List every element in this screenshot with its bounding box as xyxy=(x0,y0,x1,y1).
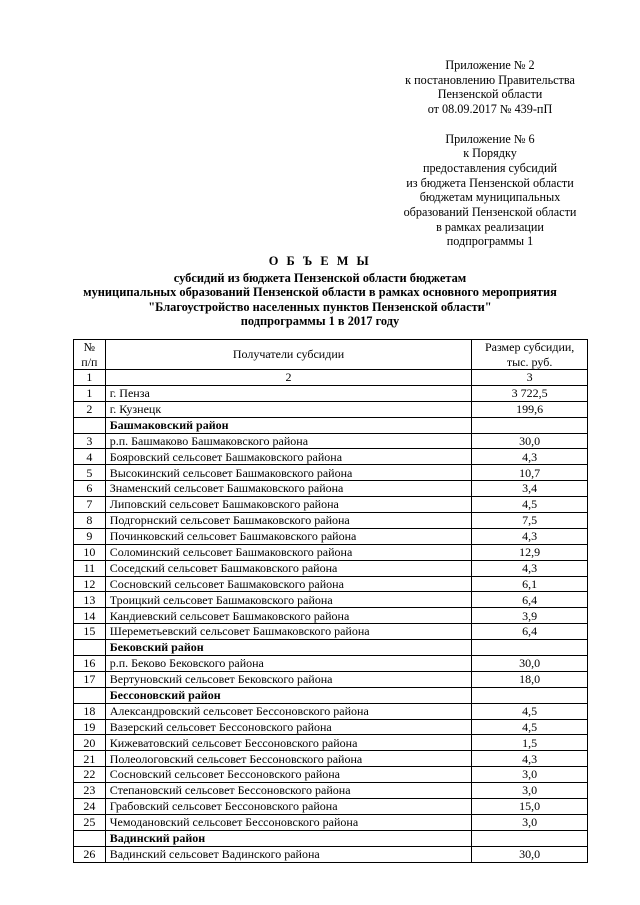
subsidy-value: 3 722,5 xyxy=(472,385,588,401)
subsidy-value: 4,5 xyxy=(472,719,588,735)
recipient-name: Вазерский сельсовет Бессоновского района xyxy=(105,719,472,735)
subsidy-value: 18,0 xyxy=(472,671,588,687)
subsidy-value: 3,0 xyxy=(472,814,588,830)
row-number: 7 xyxy=(74,497,106,513)
row-number: 25 xyxy=(74,814,106,830)
row-value xyxy=(472,687,588,703)
district-name: Башмаковский район xyxy=(105,417,472,433)
subsidy-value: 30,0 xyxy=(472,846,588,862)
table-row xyxy=(74,481,588,497)
appendix-line: образований Пензенской области xyxy=(403,205,577,220)
recipient-name: г. Кузнецк xyxy=(105,401,472,417)
appendix-resolution xyxy=(370,58,610,117)
table-row xyxy=(74,814,588,830)
district-row xyxy=(74,687,588,703)
subsidy-value: 6,4 xyxy=(472,624,588,640)
recipient-name: Липовский сельсовет Башмаковского района xyxy=(105,497,472,513)
table-body xyxy=(74,385,588,862)
subsidy-value: 6,4 xyxy=(472,592,588,608)
row-number: 6 xyxy=(74,481,106,497)
recipient-name: г. Пенза xyxy=(105,385,472,401)
row-number: 3 xyxy=(74,433,106,449)
subsidy-value: 4,5 xyxy=(472,703,588,719)
recipient-name: Вертуновский сельсовет Бековского района xyxy=(105,671,472,687)
recipient-name: Степановский сельсовет Бессоновского района xyxy=(105,783,472,799)
recipient-name: Бояровский сельсовет Башмаковского района xyxy=(105,449,472,465)
recipient-name: Соломинский сельсовет Башмаковского района xyxy=(105,544,472,560)
row-number xyxy=(74,830,106,846)
recipient-name: Подгорнский сельсовет Башмаковского района xyxy=(105,513,472,529)
table-row xyxy=(74,560,588,576)
table-row xyxy=(74,735,588,751)
district-name: Вадинский район xyxy=(105,830,472,846)
table-row xyxy=(74,608,588,624)
row-number xyxy=(74,417,106,433)
row-value xyxy=(472,640,588,656)
subsidy-value: 6,1 xyxy=(472,576,588,592)
row-number: 11 xyxy=(74,560,106,576)
row-number: 24 xyxy=(74,799,106,815)
table-row xyxy=(74,799,588,815)
subsidy-value: 15,0 xyxy=(472,799,588,815)
appendix-gap xyxy=(370,117,610,132)
heading-line: муниципальных образований Пензенской области в рамках основного мероприятия xyxy=(83,285,557,300)
row-number: 26 xyxy=(74,846,106,862)
recipient-name: Шереметьевский сельсовет Башмаковского района xyxy=(105,624,472,640)
table-row xyxy=(74,703,588,719)
recipient-name: Сосновский сельсовет Бессоновского района xyxy=(105,767,472,783)
table-row xyxy=(74,671,588,687)
row-number: 21 xyxy=(74,751,106,767)
table-row xyxy=(74,592,588,608)
appendix-line: к Порядку xyxy=(463,146,517,161)
row-number: 23 xyxy=(74,783,106,799)
row-number: 2 xyxy=(74,401,106,417)
appendix-procedure xyxy=(370,132,610,250)
row-number: 1 xyxy=(74,385,106,401)
row-number: 22 xyxy=(74,767,106,783)
recipient-name: Грабовский сельсовет Бессоновского района xyxy=(105,799,472,815)
table-row xyxy=(74,465,588,481)
subsidy-value: 3,4 xyxy=(472,481,588,497)
appendix-line: подпрограммы 1 xyxy=(446,234,534,249)
table-row xyxy=(74,751,588,767)
table-row xyxy=(74,513,588,529)
district-row xyxy=(74,830,588,846)
recipient-name: Полеологовский сельсовет Бессоновского района xyxy=(105,751,472,767)
appendix-line: Приложение № 2 xyxy=(445,58,535,72)
subsidy-value: 199,6 xyxy=(472,401,588,417)
row-number: 17 xyxy=(74,671,106,687)
heading-line: подпрограммы 1 в 2017 году xyxy=(240,314,400,329)
table-row xyxy=(74,449,588,465)
district-name: Бековский район xyxy=(105,640,472,656)
subsidy-value: 30,0 xyxy=(472,656,588,672)
appendix-line: предоставления субсидий xyxy=(422,160,558,175)
recipient-name: Высокинский сельсовет Башмаковского района xyxy=(105,465,472,481)
appendix-line: в рамках реализации xyxy=(436,219,544,234)
heading-title: О Б Ъ Е М Ы xyxy=(268,254,372,268)
subsidy-value: 3,9 xyxy=(472,608,588,624)
row-value xyxy=(472,830,588,846)
appendix-line: от 08.09.2017 № 439-пП xyxy=(427,102,553,117)
heading-line: субсидий из бюджета Пензенской области бюджетам xyxy=(173,270,467,285)
table-row xyxy=(74,767,588,783)
table-row xyxy=(74,497,588,513)
table-header-row xyxy=(74,340,588,370)
heading-line: "Благоустройство населенных пунктов Пензенской области" xyxy=(148,299,492,314)
column-number: 3 xyxy=(472,370,588,386)
subsidy-value: 3,0 xyxy=(472,767,588,783)
district-row xyxy=(74,417,588,433)
recipient-name: Александровский сельсовет Бессоновского района xyxy=(105,703,472,719)
row-number xyxy=(74,640,106,656)
recipient-name: Чемодановский сельсовет Бессоновского района xyxy=(105,814,472,830)
row-number: 19 xyxy=(74,719,106,735)
row-number: 12 xyxy=(74,576,106,592)
subsidy-value: 4,5 xyxy=(472,497,588,513)
appendix-block xyxy=(370,58,610,249)
row-number: 18 xyxy=(74,703,106,719)
subsidy-value: 12,9 xyxy=(472,544,588,560)
appendix-line: из бюджета Пензенской области xyxy=(406,175,574,190)
document-heading xyxy=(60,254,580,329)
recipient-name: Знаменский сельсовет Башмаковского района xyxy=(105,481,472,497)
appendix-line: Приложение № 6 xyxy=(445,131,535,146)
table-row xyxy=(74,656,588,672)
row-number: 20 xyxy=(74,735,106,751)
recipient-name: Кандиевский сельсовет Башмаковского района xyxy=(105,608,472,624)
subsidy-value: 4,3 xyxy=(472,528,588,544)
district-row xyxy=(74,640,588,656)
recipient-name: Вадинский сельсовет Вадинского района xyxy=(105,846,472,862)
recipient-name: р.п. Беково Бековского района xyxy=(105,656,472,672)
table-row xyxy=(74,719,588,735)
subsidy-value: 30,0 xyxy=(472,433,588,449)
column-number: 1 xyxy=(74,370,106,386)
subsidy-value: 4,3 xyxy=(472,751,588,767)
row-number: 16 xyxy=(74,656,106,672)
row-number: 8 xyxy=(74,513,106,529)
table-row xyxy=(74,544,588,560)
table-row xyxy=(74,528,588,544)
heading-subtitle xyxy=(60,271,580,329)
subsidy-value: 4,3 xyxy=(472,449,588,465)
header-recipients: Получатели субсидии xyxy=(105,340,472,370)
recipient-name: р.п. Башмаково Башмаковского района xyxy=(105,433,472,449)
table-row xyxy=(74,433,588,449)
subsidy-value: 7,5 xyxy=(472,513,588,529)
subsidy-value: 3,0 xyxy=(472,783,588,799)
row-number: 5 xyxy=(74,465,106,481)
subsidy-value: 4,3 xyxy=(472,560,588,576)
row-number: 4 xyxy=(74,449,106,465)
column-number-row xyxy=(74,370,588,386)
row-number: 15 xyxy=(74,624,106,640)
recipient-name: Починковский сельсовет Башмаковского района xyxy=(105,528,472,544)
recipient-name: Соседский сельсовет Башмаковского района xyxy=(105,560,472,576)
recipient-name: Сосновский сельсовет Башмаковского района xyxy=(105,576,472,592)
subsidy-value: 10,7 xyxy=(472,465,588,481)
row-number: 9 xyxy=(74,528,106,544)
subsidy-value: 1,5 xyxy=(472,735,588,751)
row-number: 10 xyxy=(74,544,106,560)
appendix-line: к постановлению Правительства xyxy=(405,72,575,87)
recipient-name: Кижеватовский сельсовет Бессоновского района xyxy=(105,735,472,751)
table-row xyxy=(74,401,588,417)
recipient-name: Троицкий сельсовет Башмаковского района xyxy=(105,592,472,608)
row-number xyxy=(74,687,106,703)
appendix-line: Пензенской области xyxy=(437,87,543,102)
subsidies-table xyxy=(73,339,588,863)
district-name: Бессоновский район xyxy=(105,687,472,703)
header-num: № п/п xyxy=(74,340,106,370)
row-value xyxy=(472,417,588,433)
table-row xyxy=(74,624,588,640)
header-subsidy-size: Размер субсидии, тыс. руб. xyxy=(472,340,588,370)
table-row xyxy=(74,385,588,401)
column-number: 2 xyxy=(105,370,472,386)
table-row xyxy=(74,846,588,862)
appendix-line: бюджетам муниципальных xyxy=(419,190,561,205)
row-number: 13 xyxy=(74,592,106,608)
row-number: 14 xyxy=(74,608,106,624)
table-row xyxy=(74,576,588,592)
table-row xyxy=(74,783,588,799)
